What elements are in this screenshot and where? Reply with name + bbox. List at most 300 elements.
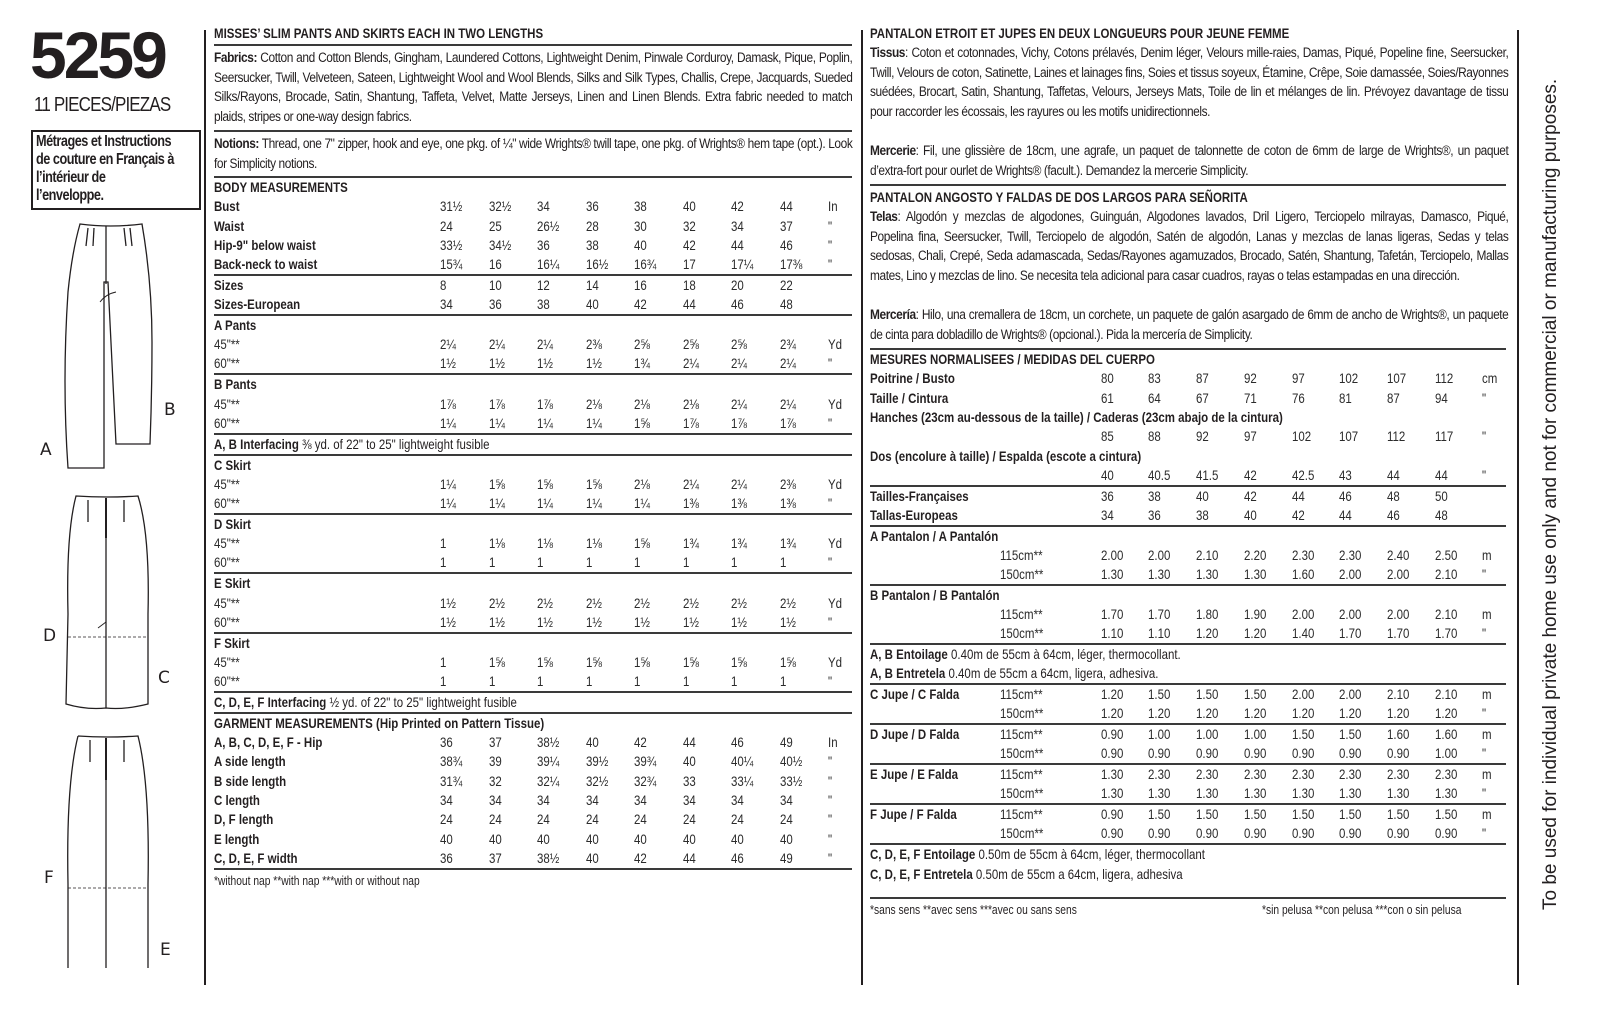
row-label: A, B, C, D, E, F - Hip — [214, 734, 323, 751]
unit-cell: " — [1482, 389, 1487, 406]
value-cell: 2¼ — [779, 395, 796, 412]
value-cell: 1 — [779, 554, 787, 571]
garment-row — [214, 733, 852, 752]
value-cell: 40 — [682, 198, 696, 215]
value-cell: 1 — [731, 672, 738, 689]
value-cell: 2.10 — [1434, 606, 1458, 623]
row-label: 45"** — [214, 395, 240, 412]
value-cell: 2⅜ — [779, 475, 796, 492]
value-cell: 42 — [731, 198, 744, 215]
value-cell: 1⅝ — [585, 653, 602, 670]
value-cell: 34 — [682, 792, 696, 808]
yardage-heading — [870, 526, 1506, 546]
value-cell: 0.90 — [1387, 825, 1410, 842]
pants-sketch — [60, 222, 160, 472]
unit-cell: " — [828, 753, 833, 770]
value-cell: 40 — [585, 734, 599, 751]
section-heading: GARMENT MEASUREMENTS (Hip Printed on Pattern Tissue) — [214, 714, 545, 731]
value-cell: 44 — [682, 296, 696, 313]
value-cell: 1.50 — [1243, 686, 1267, 703]
value-cell: 83 — [1148, 370, 1162, 387]
value-cell: 38 — [585, 237, 599, 254]
value-cell: 85 — [1100, 428, 1114, 445]
size-row — [214, 295, 852, 315]
value-cell: 46 — [779, 237, 793, 254]
value-cell: 33¼ — [731, 772, 754, 789]
body-measurements-heading — [214, 178, 852, 197]
row-label: Taille / Cintura — [870, 389, 949, 406]
value-cell: 2½ — [731, 594, 748, 611]
value-cell: 2⅛ — [634, 395, 651, 412]
unit-cell: " — [1482, 625, 1487, 642]
value-cell: 2⅜ — [585, 336, 602, 353]
spanish-title: PANTALON ANGOSTO Y FALDAS DE DOS LARGOS PARA SEÑORITA — [870, 189, 1248, 205]
mercerie-label: Mercerie — [870, 143, 916, 159]
row-label: Dos (encolure à taille) / Espalda (escote a cintura) — [870, 447, 1142, 464]
value-cell: 37 — [779, 217, 793, 234]
value-cell: 33 — [682, 772, 696, 789]
interfacing-label: A, B Interfacing — [214, 435, 299, 452]
interfacing-row — [870, 664, 1506, 684]
garment-row — [214, 772, 852, 791]
value-cell: 1.20 — [1243, 625, 1267, 642]
row-label: 45"** — [214, 475, 240, 492]
yardage-row — [870, 724, 1506, 744]
value-cell: 1 — [439, 672, 447, 689]
value-cell: 1 — [439, 535, 447, 552]
tissus-section — [870, 44, 1508, 142]
pieces-count: 11 PIECES/PIEZAS — [34, 94, 171, 116]
value-cell: 40 — [537, 830, 550, 847]
value-cell: 40 — [731, 830, 744, 847]
row-label: 60"** — [214, 613, 240, 630]
value-cell: 81 — [1339, 389, 1353, 406]
value-cell: 1.20 — [1148, 705, 1171, 722]
value-cell: 2.40 — [1387, 546, 1410, 563]
value-cell: 0.90 — [1148, 745, 1171, 762]
value-cell: 24 — [779, 811, 793, 828]
value-cell: 38½ — [537, 849, 560, 866]
garment-view-heading — [870, 824, 977, 843]
english-title: MISSES’ SLIM PANTS AND SKIRTS EACH IN TWO LENGTHS — [214, 25, 544, 41]
pattern-number: 5259 — [30, 18, 165, 92]
value-cell: 46 — [731, 734, 744, 751]
value-cell: 0.90 — [1148, 825, 1171, 842]
metric-body-heading — [870, 350, 1506, 369]
value-cell: 10 — [488, 277, 502, 294]
value-cell: 40 — [488, 830, 502, 847]
body-row — [870, 369, 1506, 388]
tissus-text: : Coton et cotonnades, Vichy, Cotons prélavés, Denim léger, Velours mille-raies, Damas, Piqué, Popeline fine, Seersucker, Twill, Velours de coton, Satinette, Laines et lainages fins, Soies et tissus soyeux, Étamine, Crêpe, Soie damassée, Soies/Rayonnes suédées, Brocart, Satin, Shantung, Taffetas, Velours, Jerseys Mats, Toile de lin et mélanges de lin. Prévoyez davantage de tissu pour raccorder les écossais, les rayures ou les motifs unidirectionnels. — [870, 45, 1509, 120]
unit-cell: " — [828, 355, 833, 372]
body-row — [870, 466, 1506, 486]
unit-cell: cm — [1482, 370, 1498, 387]
row-label: Tailles-Françaises — [870, 487, 969, 504]
divider — [870, 184, 1506, 186]
value-cell: 107 — [1339, 428, 1359, 445]
value-cell: 1½ — [439, 594, 456, 611]
value-cell: 40 — [1243, 506, 1257, 523]
garment-row — [214, 810, 852, 829]
garment-row — [214, 752, 852, 771]
value-cell: 40 — [682, 753, 696, 770]
value-cell: 34 — [634, 792, 648, 808]
unit-cell: Yd — [828, 653, 843, 670]
value-cell: 38 — [537, 296, 550, 313]
value-cell: 42.5 — [1291, 466, 1314, 483]
value-cell: 0.90 — [1196, 745, 1219, 762]
value-cell: 2½ — [488, 594, 505, 611]
value-cell: 15¾ — [439, 256, 463, 273]
left-column — [0, 0, 205, 1026]
value-cell: 17¼ — [731, 256, 754, 273]
value-cell: 1 — [731, 554, 738, 571]
value-cell: 16 — [488, 256, 502, 273]
unit-cell: " — [1482, 566, 1487, 583]
section-heading: BODY MEASUREMENTS — [214, 179, 348, 196]
interfacing-label: A, B Entretela — [870, 665, 946, 682]
spacer-row — [870, 884, 1506, 898]
value-cell: 2¼ — [488, 336, 505, 353]
value-cell: 1.50 — [1291, 726, 1314, 743]
value-cell: 1 — [585, 672, 593, 689]
unit-cell: " — [1482, 745, 1487, 762]
value-cell: 1.20 — [1339, 705, 1362, 722]
yardage-row — [214, 553, 852, 573]
value-cell: 1.30 — [1196, 566, 1219, 583]
value-cell: 1.70 — [1387, 625, 1410, 642]
value-cell: 1.10 — [1148, 625, 1171, 642]
metric-measurements-table — [870, 350, 1506, 899]
unit-cell: " — [828, 811, 833, 828]
row-label: Poitrine / Busto — [870, 370, 955, 387]
value-cell: 1 — [439, 653, 447, 670]
value-cell: 1⅝ — [488, 475, 505, 492]
interfacing-note — [870, 845, 1205, 864]
short-skirt-sketch — [62, 494, 152, 714]
garment-view-heading: B Pants — [214, 376, 257, 393]
value-cell: 40.5 — [1148, 466, 1171, 483]
interfacing-note — [214, 435, 490, 454]
value-cell: 1½ — [537, 355, 554, 372]
value-cell: 92 — [1243, 370, 1257, 387]
yardage-row — [214, 394, 852, 413]
value-cell: 1¼ — [439, 475, 456, 492]
garment-view-heading: E Skirt — [214, 575, 251, 592]
value-cell: 36 — [488, 296, 502, 313]
value-cell: 2.50 — [1434, 546, 1458, 563]
row-label: 60"** — [214, 414, 240, 431]
row-label: 115cm** — [1000, 546, 1043, 563]
value-cell: 2.00 — [1387, 606, 1410, 623]
value-cell: 1.30 — [1434, 785, 1458, 802]
row-label: 150cm** — [1000, 566, 1044, 583]
value-cell: 1.30 — [1196, 785, 1219, 802]
value-cell: 1¼ — [585, 414, 602, 431]
value-cell: 1⅝ — [488, 653, 505, 670]
value-cell: 44 — [731, 237, 744, 254]
value-cell: 102 — [1339, 370, 1359, 387]
value-cell: 42 — [634, 296, 648, 313]
value-cell: 1.50 — [1148, 806, 1171, 823]
value-cell: 1 — [537, 672, 544, 689]
interfacing-text: ⅜ yd. of 22" to 25" lightweight fusible — [302, 435, 490, 452]
interfacing-label: A, B Entoilage — [870, 646, 948, 663]
yardage-row — [870, 684, 1506, 704]
unit-cell: " — [1482, 705, 1487, 722]
interfacing-text: 0.50m de 55cm a 64cm, ligera, adhesiva — [975, 865, 1183, 882]
value-cell: 1¾ — [682, 535, 699, 552]
value-cell: 1.50 — [1387, 806, 1410, 823]
value-cell: 1⅝ — [779, 653, 796, 670]
value-cell: 1¼ — [439, 414, 456, 431]
garment-row — [214, 829, 852, 848]
value-cell: 64 — [1148, 389, 1162, 406]
value-cell: 1.20 — [1243, 705, 1267, 722]
value-cell: 14 — [585, 277, 599, 294]
unit-cell: " — [1482, 428, 1487, 445]
value-cell: 37 — [488, 734, 502, 751]
value-cell: 0.90 — [1100, 745, 1124, 762]
value-cell: 33½ — [439, 237, 463, 254]
value-cell: 0.90 — [1100, 825, 1124, 842]
value-cell: 1.70 — [1148, 606, 1171, 623]
value-cell: 34 — [439, 792, 453, 808]
garment-view-heading: D Skirt — [214, 516, 252, 533]
value-cell: 2.00 — [1100, 546, 1124, 563]
value-cell: 1 — [439, 554, 447, 571]
value-cell: 1¼ — [439, 495, 456, 512]
view-label-e: E — [160, 940, 171, 960]
value-cell: 1.60 — [1387, 726, 1410, 743]
value-cell: 44 — [1339, 506, 1353, 523]
value-cell: 31½ — [439, 198, 463, 215]
value-cell: 17⅜ — [779, 256, 803, 273]
value-cell: 36 — [585, 198, 599, 215]
value-cell: 1⅞ — [682, 414, 699, 431]
value-cell: 1½ — [779, 613, 796, 630]
value-cell: 1⅝ — [537, 653, 554, 670]
value-cell: 39½ — [585, 753, 609, 770]
row-label: 150cm** — [1000, 825, 1044, 842]
value-cell: 36 — [439, 849, 453, 866]
long-skirt-sketch — [62, 734, 152, 970]
value-cell: 40 — [585, 296, 599, 313]
body-row — [214, 197, 852, 216]
value-cell: 1⅜ — [682, 495, 699, 512]
unit-cell: " — [1482, 466, 1487, 483]
value-cell: 0.90 — [1339, 825, 1362, 842]
row-label: 150cm** — [1000, 625, 1044, 642]
yardage-row — [870, 565, 1506, 585]
value-cell: 1.20 — [1196, 705, 1219, 722]
value-cell: 1.30 — [1243, 566, 1267, 583]
unit-cell: " — [828, 849, 833, 866]
fabrics-section — [214, 46, 852, 126]
value-cell: 42 — [1243, 466, 1257, 483]
row-label: 115cm** — [1000, 806, 1043, 823]
value-cell: 46 — [1339, 487, 1353, 504]
value-cell: 1¼ — [585, 495, 602, 512]
value-cell: 1½ — [439, 613, 456, 630]
value-cell: 1⅝ — [634, 535, 651, 552]
french-note-line: l’intérieur de — [36, 169, 106, 186]
value-cell: 34 — [537, 792, 550, 808]
value-cell: 39 — [488, 753, 502, 770]
unit-cell: " — [828, 830, 833, 847]
value-cell: 2½ — [682, 594, 699, 611]
yardage-row — [214, 494, 852, 514]
yardage-row — [214, 613, 852, 633]
value-cell: 94 — [1434, 389, 1448, 406]
unit-cell: Yd — [828, 594, 843, 611]
garment-view-heading — [870, 784, 977, 803]
value-cell: 36 — [439, 734, 453, 751]
row-label: 45"** — [214, 535, 240, 552]
value-cell: 34 — [731, 217, 744, 234]
unit-cell: m — [1482, 686, 1493, 703]
spanish-footnote: *sin pelusa **con pelusa ***con o sin pelusa — [1262, 902, 1462, 917]
value-cell: 1 — [682, 554, 690, 571]
value-cell: 0.90 — [1339, 745, 1362, 762]
body-row — [870, 427, 1506, 446]
unit-cell: m — [1482, 606, 1493, 623]
value-cell: 2½ — [585, 594, 602, 611]
value-cell: 2¼ — [682, 355, 699, 372]
yardage-heading — [214, 573, 852, 593]
row-label: 60"** — [214, 355, 240, 372]
yardage-row — [870, 704, 1506, 724]
row-label: 150cm** — [1000, 705, 1044, 722]
garment-view-heading: C Jupe / C Falda — [870, 686, 960, 703]
column-divider — [204, 30, 206, 985]
value-cell: 1½ — [585, 355, 602, 372]
interfacing-text: 0.50m de 55cm à 64cm, léger, thermocollant — [978, 846, 1205, 863]
yardage-row — [870, 804, 1506, 824]
garment-view-heading: E Jupe / E Falda — [870, 766, 959, 783]
unit-cell: " — [828, 772, 833, 789]
value-cell: 1¼ — [488, 495, 505, 512]
value-cell: 1⅝ — [585, 475, 602, 492]
value-cell: 2¼ — [731, 355, 748, 372]
value-cell: 2.00 — [1339, 566, 1362, 583]
value-cell: 1⅛ — [488, 535, 505, 552]
row-label: Back-neck to waist — [214, 256, 318, 273]
value-cell: 40 — [585, 830, 599, 847]
garment-view-heading — [870, 744, 977, 763]
row-label: Bust — [214, 198, 240, 215]
row-label: 115cm** — [1000, 606, 1043, 623]
french-note-line: Métrages et Instructions — [36, 133, 172, 150]
value-cell: 1¼ — [537, 414, 554, 431]
value-cell: 1 — [682, 672, 690, 689]
size-row — [870, 506, 1506, 526]
yardage-heading — [214, 514, 852, 534]
value-cell: 1⅞ — [488, 395, 505, 412]
interfacing-text: ½ yd. of 22" to 25" lightweight fusible — [329, 693, 517, 710]
fabrics-label: Fabrics: — [214, 50, 258, 66]
value-cell: 1.20 — [1387, 705, 1410, 722]
value-cell: 46 — [1387, 506, 1400, 523]
value-cell: 1⅞ — [439, 395, 456, 412]
value-cell: 40 — [1100, 466, 1114, 483]
row-label: Sizes — [214, 277, 244, 294]
value-cell: 1.30 — [1291, 785, 1314, 802]
value-cell: 16¾ — [634, 256, 657, 273]
value-cell: 44 — [682, 734, 696, 751]
value-cell: 1.00 — [1243, 726, 1267, 743]
row-label: Hanches (23cm au-dessous de la taille) / Caderas (23cm abajo de la cintura) — [870, 409, 1283, 426]
row-label: 60"** — [214, 495, 240, 512]
value-cell: 25 — [488, 217, 502, 234]
value-cell: 1.20 — [1100, 686, 1124, 703]
value-cell: 1⅛ — [537, 535, 554, 552]
unit-cell: " — [1482, 785, 1487, 802]
unit-cell: " — [828, 217, 833, 234]
english-column — [214, 24, 852, 888]
value-cell: 1⅜ — [731, 495, 748, 512]
value-cell: 24 — [731, 811, 744, 828]
fabrics-text: Cotton and Cotton Blends, Gingham, Laundered Cottons, Lightweight Denim, Pinwale Corduroy, Damask, Pique, Poplin, Seersucker, Twill, Velveteen, Sateen, Lightweight Wool and Wool Blends, Silks and Silk Types, Challis, Crepe, Jacquards, Sueded Silks/Rayons, Brocade, Satin, Shantung, Taffeta, Velvet, Matte Jerseys, Linen and Linen Blends. Extra fabric needed to match plaids, stripes or one-way design fabrics. — [214, 50, 853, 125]
value-cell: 1 — [488, 672, 495, 689]
value-cell: 76 — [1291, 389, 1305, 406]
value-cell: 1.30 — [1243, 785, 1267, 802]
value-cell: 87 — [1387, 389, 1400, 406]
unit-cell: " — [1482, 825, 1487, 842]
value-cell: 34 — [731, 792, 744, 808]
yardage-row — [214, 414, 852, 434]
value-cell: 49 — [779, 734, 793, 751]
value-cell: 1.20 — [1434, 705, 1458, 722]
row-label: D, F length — [214, 811, 274, 828]
value-cell: 44 — [682, 849, 696, 866]
unit-cell: " — [828, 554, 833, 571]
value-cell: 32½ — [585, 772, 609, 789]
english-footnote: *without nap **with nap ***with or without nap — [214, 873, 420, 888]
row-label: C length — [214, 792, 260, 808]
value-cell: 28 — [585, 217, 599, 234]
value-cell: 2¼ — [731, 475, 748, 492]
unit-cell: m — [1482, 546, 1493, 563]
value-cell: 39¾ — [634, 753, 657, 770]
value-cell: 2.00 — [1339, 686, 1362, 703]
value-cell: 16¼ — [537, 256, 560, 273]
value-cell: 1.00 — [1148, 726, 1171, 743]
value-cell: 2.10 — [1196, 546, 1219, 563]
row-label: Waist — [214, 217, 245, 234]
value-cell: 1.50 — [1434, 806, 1458, 823]
value-cell: 1½ — [682, 613, 699, 630]
value-cell: 2½ — [634, 594, 651, 611]
value-cell: 38¾ — [439, 753, 463, 770]
value-cell: 2½ — [537, 594, 554, 611]
telas-text: : Algodón y mezclas de algodones, Guinguán, Algodones lavados, Dril Ligero, Terciopelo milrayas, Damasco, Piqué, Popelina fina, Seersucker, Twill, Terciopelo de algodón, Satén de algodón, Lanas y mezclas de lanas ligeras, Sedas y telas sedosas, Chali, Crepé, Seda adamascada, Sedas/Rayones agamuzados, Brocado, Satén, Shantung, Tafetán, Terciopelo, Mallas mates, Lino y mezclas de lino. Se necesita tela adicional para casar cuadros, rayas o telas estampadas en una dirección. — [870, 209, 1509, 284]
row-label: 115cm** — [1000, 726, 1043, 743]
size-row — [870, 486, 1506, 506]
value-cell: 42 — [634, 734, 648, 751]
value-cell: 38 — [634, 198, 648, 215]
value-cell: 40 — [634, 830, 648, 847]
value-cell: 1.50 — [1196, 686, 1219, 703]
value-cell: 2.20 — [1243, 546, 1267, 563]
value-cell: 2⅝ — [731, 336, 748, 353]
row-label: 45"** — [214, 336, 240, 353]
unit-cell: Yd — [828, 535, 843, 552]
yardage-row — [870, 546, 1506, 565]
value-cell: 38½ — [537, 734, 560, 751]
unit-cell: Yd — [828, 395, 843, 412]
body-row — [870, 389, 1506, 408]
